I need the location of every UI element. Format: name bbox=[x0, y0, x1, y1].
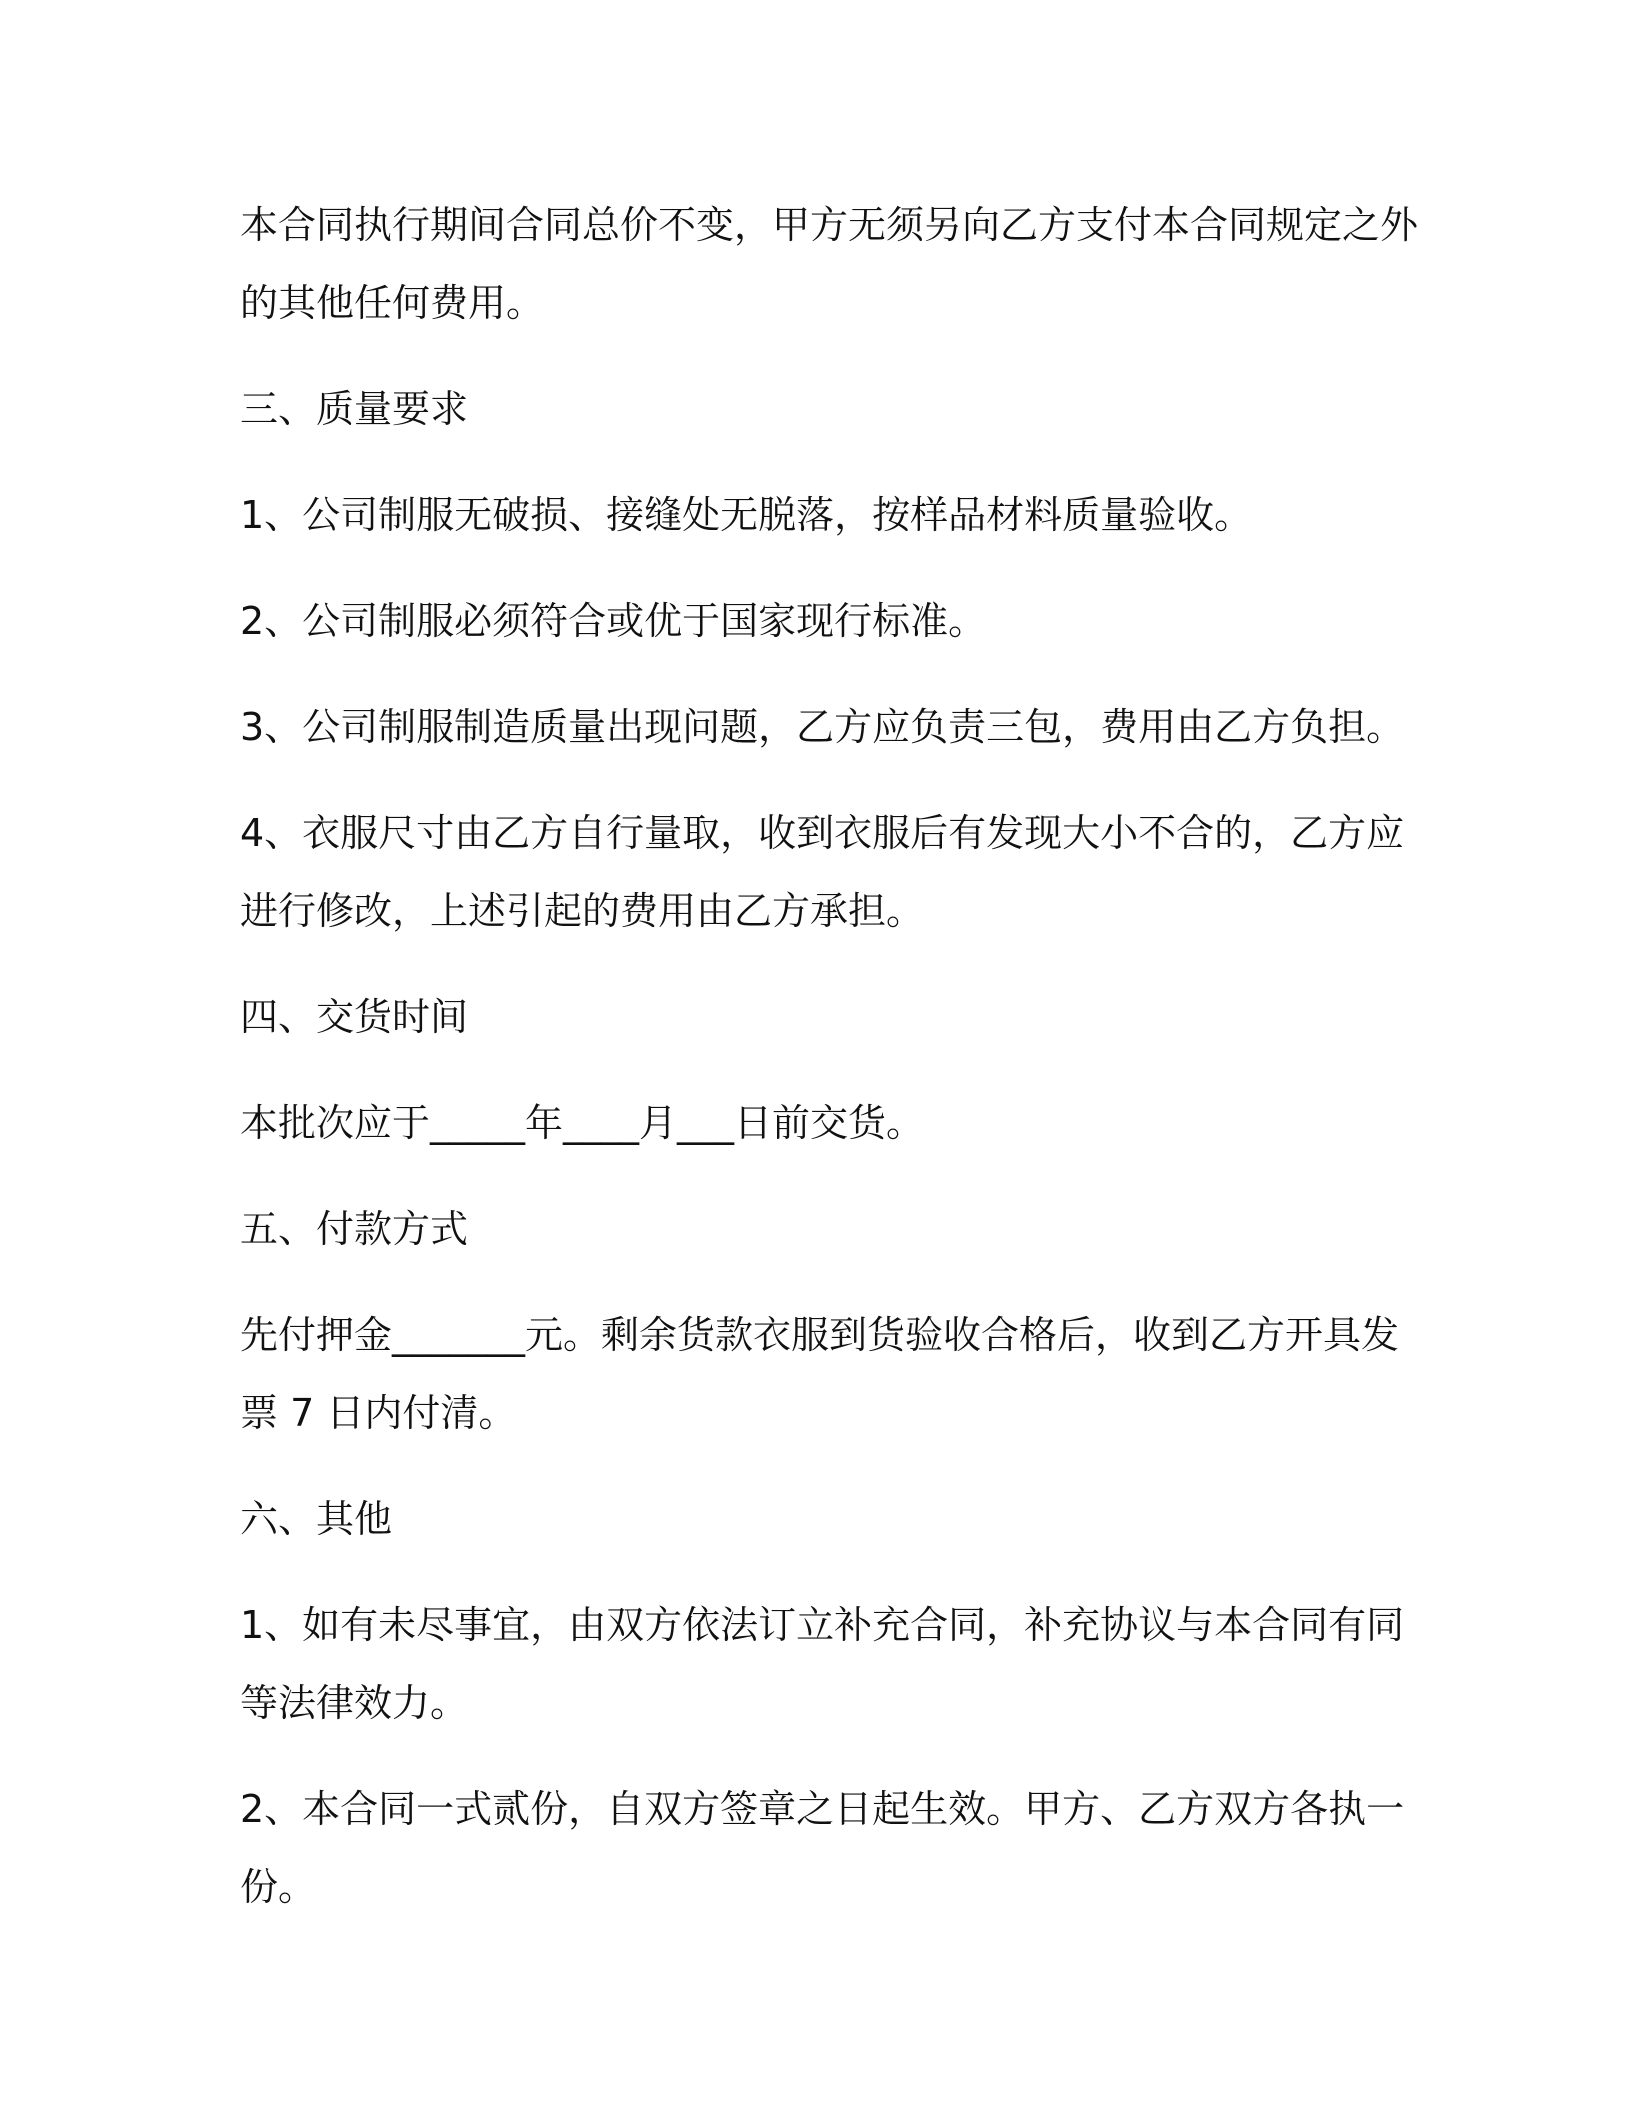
quality-item-2: 2、公司制服必须符合或优于国家现行标准。 bbox=[240, 599, 987, 643]
paragraph-total-price: 本合同执行期间合同总价不变，甲方无须另向乙方支付本合同规定之外的其他任何费用。 bbox=[240, 203, 1419, 325]
paragraph-delivery-date: 本批次应于_____年____月___日前交货。 bbox=[240, 1101, 925, 1145]
section-heading-delivery: 四、交货时间 bbox=[240, 995, 469, 1039]
document-page bbox=[240, 186, 1420, 1954]
quality-item-1: 1、公司制服无破损、接缝处无脱落，按样品材料质量验收。 bbox=[240, 493, 1253, 537]
section-heading-other: 六、其他 bbox=[240, 1497, 393, 1541]
paragraph-payment-terms: 先付押金_______元。剩余货款衣服到货验收合格后，收到乙方开具发票 7 日内付清。 bbox=[240, 1313, 1400, 1435]
other-item-1: 1、如有未尽事宜，由双方依法订立补充合同，补充协议与本合同有同等法律效力。 bbox=[240, 1603, 1405, 1725]
section-heading-quality: 三、质量要求 bbox=[240, 387, 469, 431]
other-item-2: 2、本合同一式贰份，自双方签章之日起生效。甲方、乙方双方各执一份。 bbox=[240, 1787, 1405, 1909]
quality-item-4: 4、衣服尺寸由乙方自行量取，收到衣服后有发现大小不合的，乙方应进行修改，上述引起的费用由乙方承担。 bbox=[240, 811, 1405, 933]
quality-item-3: 3、公司制服制造质量出现问题，乙方应负责三包，费用由乙方负担。 bbox=[240, 705, 1405, 749]
section-heading-payment: 五、付款方式 bbox=[240, 1207, 469, 1251]
